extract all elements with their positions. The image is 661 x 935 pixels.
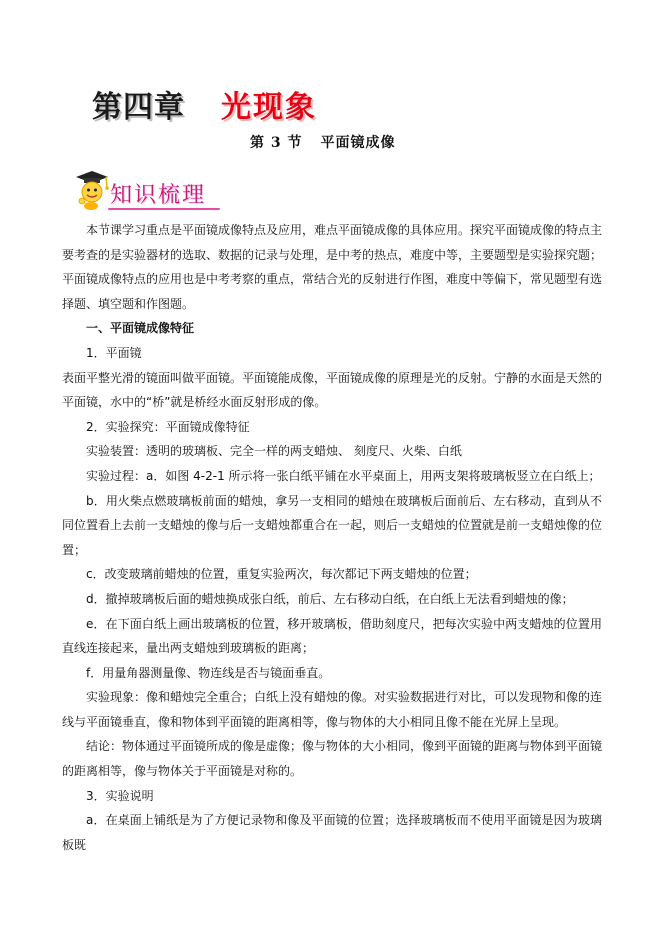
- experiment-step-d: d．撤掉玻璃板后面的蜡烛换成张白纸，前后、左右移动白纸，在白纸上无法看到蜡烛的像；: [86, 591, 574, 606]
- intro-paragraph: 本节课学习重点是平面镜成像特点及应用，难点平面镜成像的具体应用。探究平面镜成像的特点主要考查的是实验器材的选取、数据的记录与处理，是中考的热点，难度中等，主要题型是实验探究题；平面镜成像特点的应用也是中考考察的重点，常结合光的反射进行作图，难度中等偏下，常见题型有选择题、填空题和作图题。: [62, 223, 603, 311]
- badge-label: 知识梳理: [110, 183, 207, 208]
- experiment-step-c: c．改变玻璃前蜡烛的位置，重复实验两次，每次都记下两支蜡烛的位置；: [86, 567, 477, 582]
- section-title: [250, 132, 396, 152]
- section-number: 第 3 节: [250, 135, 303, 151]
- experiment-step-b: b．用火柴点燃玻璃板前面的蜡烛，拿另一支相同的蜡烛在玻璃板后面前后、左右移动，直到从不同位置看上去前一支蜡烛的像与后一支蜡烛都重合在一起，则后一支蜡烛的位置就是前一支蜡烛像的位置；: [62, 493, 603, 557]
- document-body: [62, 218, 602, 857]
- experiment-step-a: 实验过程：a．如图 4-2-1 所示将一张白纸平铺在水平桌面上，用两支架将玻璃板竖立在白纸上；: [86, 468, 601, 483]
- badge-underline: [108, 208, 220, 210]
- experiment-conclusion: 结论：物体通过平面镜所成的像是虚像；像与物体的大小相同，像到平面镜的距离与物体到平面镜的距离相等，像与物体关于平面镜是对称的。: [62, 739, 603, 779]
- section-heading: 一、平面镜成像特征: [86, 321, 195, 336]
- note-a: a．在桌面上铺纸是为了方便记录物和像及平面镜的位置；选择玻璃板而不使用平面镜是因为玻璃板既: [62, 813, 602, 852]
- section-name: 平面镜成像: [320, 135, 396, 151]
- subheading-plane-mirror: 1．平面镜: [86, 345, 142, 360]
- chapter-name: 光现象: [221, 90, 317, 125]
- experiment-phenomenon: 实验现象：像和蜡烛完全重合；白纸上没有蜡烛的像。对实验数据进行对比，可以发现物和像的连线与平面镜垂直，像和物体到平面镜的距离相等，像与物体的大小相同且像不能在光屏上呈现。: [62, 690, 603, 729]
- subheading-notes: 3．实验说明: [86, 788, 154, 803]
- chapter-number: 第四章: [92, 90, 185, 125]
- plane-mirror-definition: 表面平整光滑的镜面叫做平面镜。平面镜能成像，平面镜成像的原理是光的反射。宁静的水面是天然的平面镜，水中的“桥”就是桥经水面反射形成的像。: [62, 370, 603, 410]
- graduate-cartoon-icon: [70, 168, 110, 212]
- knowledge-summary-badge: [70, 168, 220, 214]
- experiment-step-e: e．在下面白纸上画出玻璃板的位置，移开玻璃板，借助刻度尺，把每次实验中两支蜡烛的位置用直线连接起来，量出两支蜡烛到玻璃板的距离；: [62, 616, 602, 656]
- subheading-experiment: 2．实验探究：平面镜成像特征: [86, 419, 250, 434]
- experiment-step-f: f．用量角器测量像、物连线是否与镜面垂直。: [86, 665, 331, 680]
- chapter-title: [92, 82, 317, 125]
- experiment-apparatus: 实验装置：透明的玻璃板、完全一样的两支蜡烛、 刻度尺、火柴、白纸: [86, 444, 462, 459]
